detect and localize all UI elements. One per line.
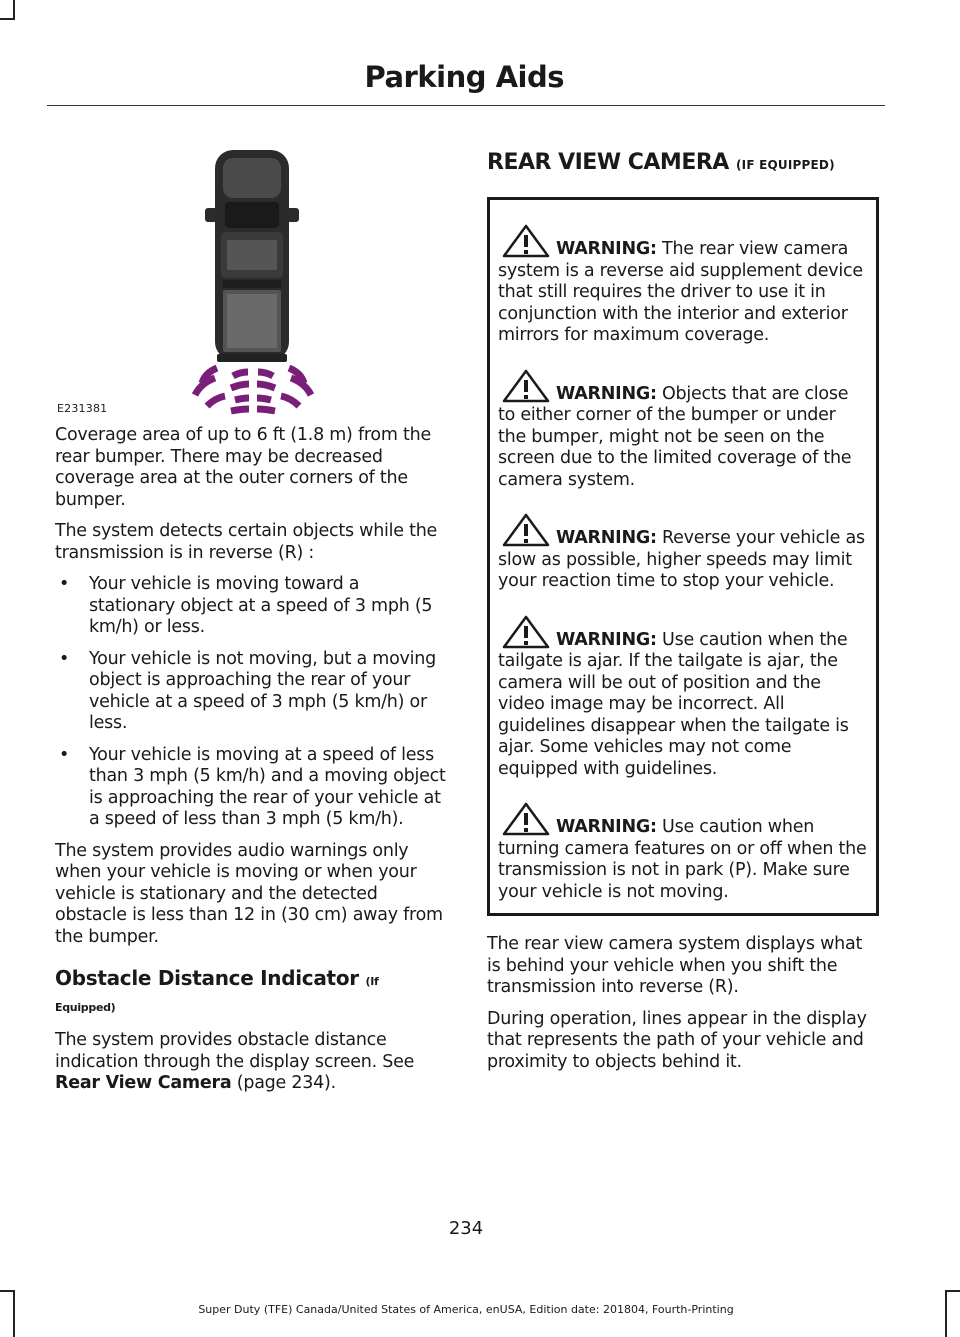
header-divider bbox=[47, 105, 885, 106]
warnings-box bbox=[487, 197, 879, 916]
list-item: • Your vehicle is moving at a speed of less than 3 mph (5 km/h) and a moving object is approaching the rear of your vehicle at a speed of less than 3 mph (5 km/h). bbox=[55, 745, 447, 831]
warning-triangle-icon bbox=[502, 802, 550, 836]
paragraph-tail: (page 234). bbox=[236, 1073, 336, 1093]
truck-top-view-illustration bbox=[55, 140, 447, 425]
warning-item bbox=[498, 369, 868, 492]
list-item: • Your vehicle is not moving, but a moving object is approaching the rear of your vehicle at a speed of 3 mph (5 km/h) or less. bbox=[55, 649, 447, 735]
subheading-text: Obstacle Distance Indicator bbox=[55, 966, 359, 990]
warning-label: WARNING: bbox=[556, 629, 657, 650]
warning-item bbox=[498, 224, 868, 347]
section-equipped: (IF EQUIPPED) bbox=[736, 158, 835, 172]
list-item: • Your vehicle is moving toward a stationary object at a speed of 3 mph (5 km/h) or less. bbox=[55, 574, 447, 639]
page-number: 234 bbox=[448, 1218, 484, 1239]
warning-triangle-icon bbox=[502, 369, 550, 403]
left-column bbox=[55, 140, 447, 1105]
rear-view-camera-heading bbox=[487, 150, 879, 175]
warning-label: WARNING: bbox=[556, 817, 657, 837]
detection-intro-paragraph: The system detects certain objects while the transmission is in reverse (R) : bbox=[55, 521, 438, 563]
warning-item bbox=[498, 513, 868, 593]
obstacle-distance-paragraph bbox=[55, 1030, 447, 1095]
audio-warning-paragraph: The system provides audio warnings only when your vehicle is moving or when your vehicle is stationary and the detected obstacle is less than 12 in (30 cm) away from the bumper. bbox=[55, 840, 443, 947]
rear-view-camera-link[interactable]: Rear View Camera bbox=[55, 1073, 232, 1093]
warning-text: Reverse your vehicle as slow as possible, higher speeds may limit your reaction time to stop your vehicle. bbox=[498, 528, 865, 591]
crop-mark bbox=[945, 1290, 960, 1292]
right-column bbox=[487, 140, 879, 1083]
crop-mark bbox=[0, 1290, 15, 1292]
crop-mark bbox=[945, 1290, 947, 1337]
warning-item bbox=[498, 802, 868, 903]
warning-label: WARNING: bbox=[556, 528, 657, 548]
guidelines-paragraph: During operation, lines appear in the display that represents the path of your vehicle and proximity to objects behind it. bbox=[487, 1008, 867, 1072]
detection-list bbox=[55, 574, 447, 831]
parking-sensor-figure bbox=[55, 140, 447, 425]
warning-triangle-icon bbox=[502, 224, 550, 258]
warning-text: Use caution when turning camera features on or off when the transmission is not in park (P). Make sure your vehicle is not moving. bbox=[498, 817, 867, 902]
page-title: Parking Aids bbox=[364, 60, 564, 94]
sensor-arcs bbox=[195, 368, 311, 411]
warning-text: Objects that are close to either corner of the bumper or under the bumper, might not be seen on the screen due to the limited coverage of the camera system. bbox=[498, 383, 852, 490]
warning-triangle-icon bbox=[502, 615, 550, 649]
subheading-equipped-b: Equipped) bbox=[55, 1001, 116, 1014]
warning-text: Use caution when the tailgate is ajar. If the tailgate is ajar, the camera will be out of position and the video image may be incorrect. All guidelines disappear when the tailgate is ajar. Some vehicles may not come equipped with guidelines. bbox=[498, 629, 849, 779]
section-title: REAR VIEW CAMERA bbox=[487, 150, 729, 175]
crop-mark bbox=[13, 0, 15, 20]
warning-text: The rear view camera system is a reverse aid supplement device that still requires the driver to use it in conjunction with the interior and exterior mirrors for maximum coverage. bbox=[498, 239, 863, 345]
crop-mark bbox=[0, 18, 15, 20]
warning-label: WARNING: bbox=[556, 383, 657, 404]
coverage-paragraph: Coverage area of up to 6 ft (1.8 m) from the rear bumper. There may be decreased coverage area at the outer corners of the bumper. bbox=[55, 425, 431, 510]
subheading-equipped-a: (If bbox=[365, 975, 379, 988]
obstacle-distance-heading bbox=[55, 966, 447, 1020]
camera-description-paragraph: The rear view camera system displays what is behind your vehicle when you shift the transmission into reverse (R). bbox=[487, 934, 863, 997]
warning-label: WARNING: bbox=[556, 239, 657, 259]
warning-triangle-icon bbox=[502, 513, 550, 547]
figure-code: E231381 bbox=[57, 402, 108, 415]
warning-item bbox=[498, 615, 868, 781]
paragraph-text: The system provides obstacle distance indication through the display screen. See bbox=[55, 1030, 415, 1072]
footer-edition: Super Duty (TFE) Canada/United States of America, enUSA, Edition date: 201804, Fourth-Printing bbox=[198, 1303, 734, 1316]
